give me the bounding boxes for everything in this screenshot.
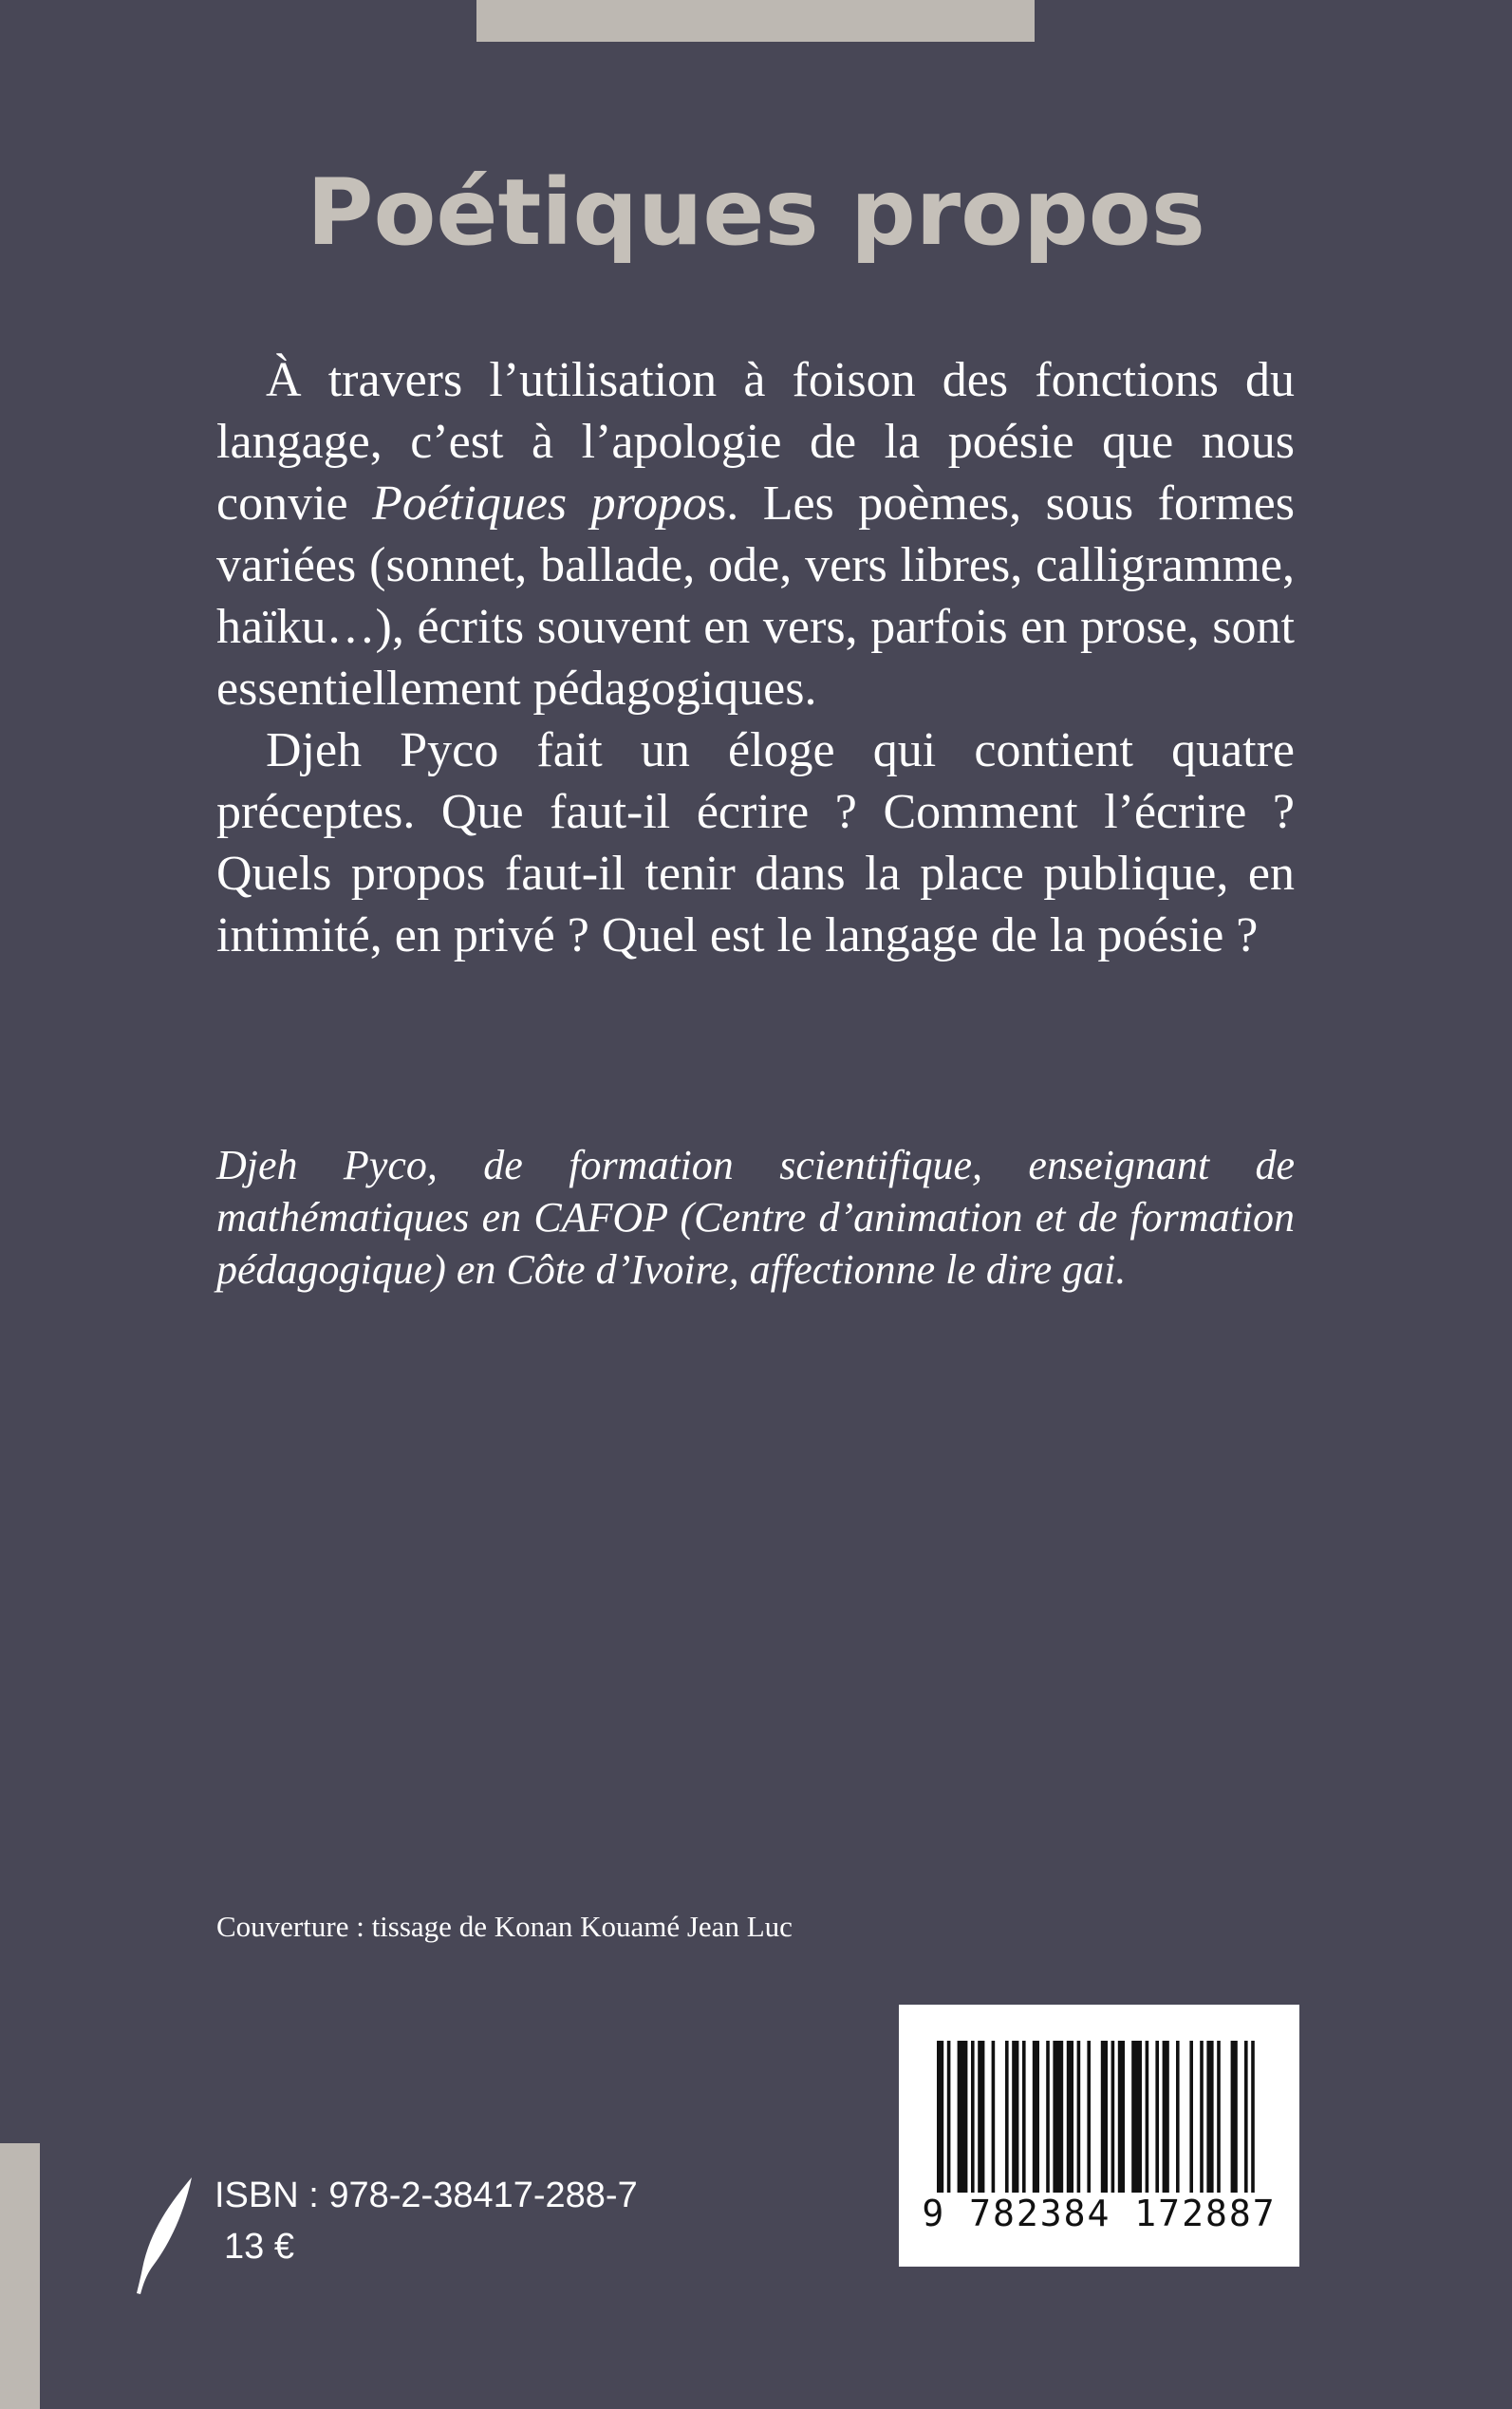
blurb-book-title: Poétiques propo bbox=[372, 476, 707, 531]
author-bio: Djeh Pyco, de formation scientifique, enseignant de mathématiques en CAFOP (Centre d’animation et de formation pédagogique) en Côte d’Ivoire, affectionne le dire gai. bbox=[216, 1142, 1295, 1293]
barcode-bars bbox=[899, 2005, 1299, 2194]
feather-icon bbox=[133, 2174, 199, 2297]
blurb-paragraph-1 bbox=[216, 349, 1295, 719]
side-color-strip bbox=[0, 2143, 40, 2409]
blurb-paragraph-2: Djeh Pyco fait un éloge qui contient quatre préceptes. Que faut-il écrire ? Comment l’écrire ? Quels propos faut-il tenir dans la place publique, en intimité, en privé ? Quel est le langage de la poésie ? bbox=[216, 723, 1295, 962]
book-title: Poétiques propos bbox=[307, 159, 1205, 266]
top-color-tab bbox=[476, 0, 1035, 42]
isbn: ISBN : 978-2-38417-288-7 bbox=[215, 2176, 638, 2215]
blurb-paragraph-1-end: s. Les poèmes, sous formes variées (sonnet, ballade, ode, vers libres, calligramme, haïku…), écrits souvent en vers, parfois en prose, sont essentiellement pédagogiques. bbox=[216, 476, 1295, 716]
cover-credit: Couverture : tissage de Konan Kouamé Jean Luc bbox=[216, 1910, 793, 1943]
barcode-digits: 9 782384 172887 bbox=[922, 2193, 1277, 2234]
back-cover-blurb bbox=[216, 349, 1295, 966]
barcode bbox=[899, 2005, 1299, 2267]
blurb-paragraph-1-start: À travers l’utilisation à foison des fonctions du langage, c’est à l’apologie de la poésie que nous convie bbox=[216, 353, 1295, 531]
price: 13 € bbox=[224, 2227, 294, 2267]
